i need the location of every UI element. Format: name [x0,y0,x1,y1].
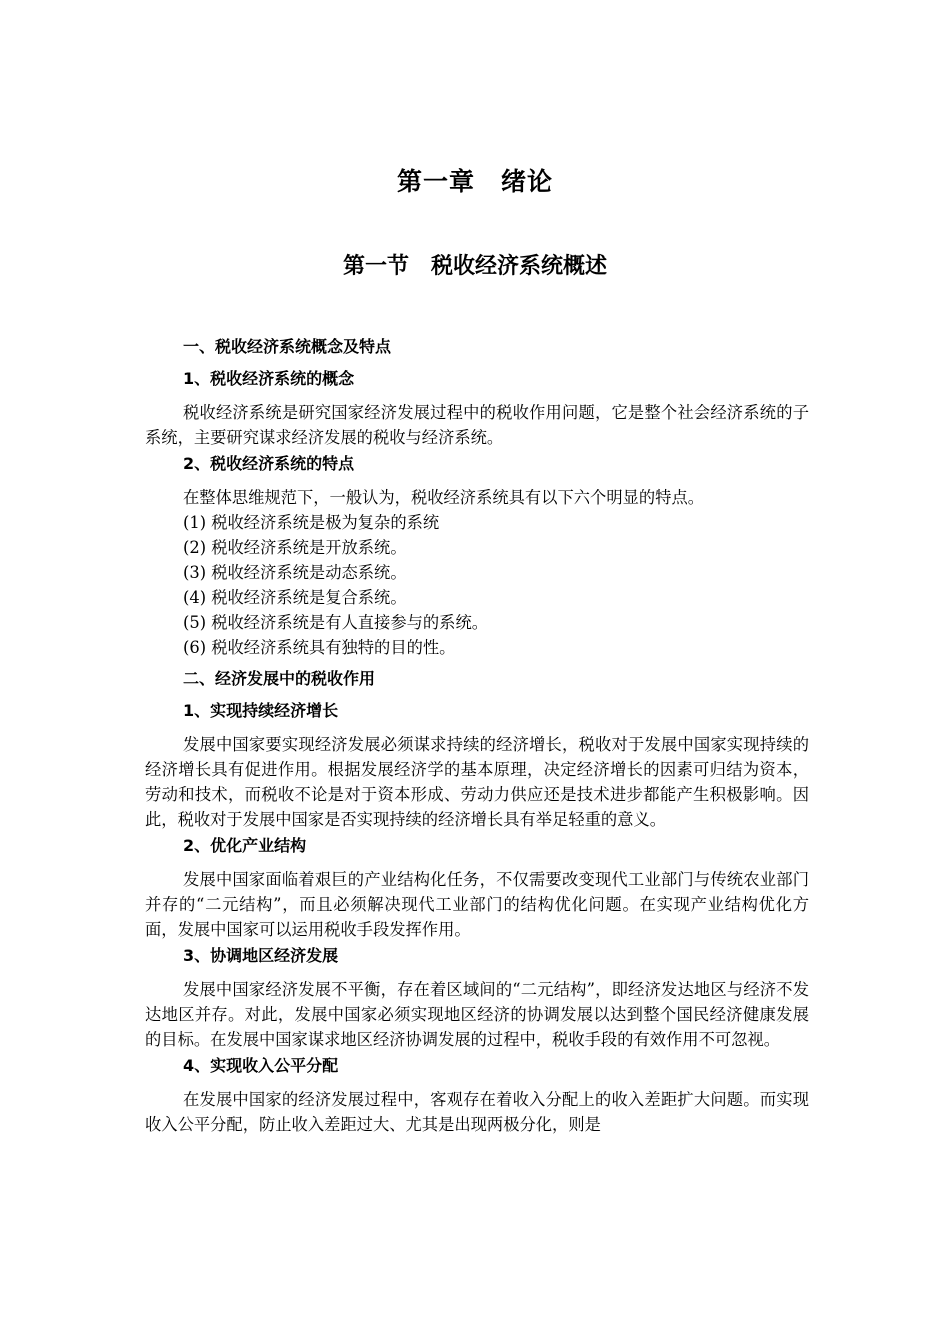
feature-list [145,485,809,660]
subsection-heading: 1、税收经济系统的概念 [183,369,355,388]
list-item: (5) 税收经济系统是有人直接参与的系统。 [183,613,489,632]
list-item: (3) 税收经济系统是动态系统。 [183,563,407,582]
subsection-heading: 2、税收经济系统的特点 [183,454,355,473]
body-paragraph: 税收经济系统是研究国家经济发展过程中的税收作用问题，它是整个社会经济系统的子系统，主要研究谋求经济发展的税收与经济系统。 [145,403,809,447]
subsection-heading: 1、实现持续经济增长 [183,701,339,720]
body-paragraph: 发展中国家要实现经济发展必须谋求持续的经济增长，税收对于发展中国家实现持续的经济增长具有促进作用。根据发展经济学的基本原理，决定经济增长的因素可归结为资本，劳动和技术，而税收不论是对于资本形成、劳动力供应还是技术进步都能产生积极影响。因此，税收对于发展中国家是否实现持续的经济增长具有举足轻重的意义。 [145,735,809,829]
body-paragraph: 发展中国家面临着艰巨的产业结构化任务，不仅需要改变现代工业部门与传统农业部门并存的“二元结构”，而且必须解决现代工业部门的结构优化问题。在实现产业结构优化方面，发展中国家可以运用税收手段发挥作用。 [145,870,809,939]
part-heading: 二、经济发展中的税收作用 [183,669,376,688]
subsection-heading: 4、实现收入公平分配 [183,1056,339,1075]
list-intro: 在整体思维规范下，一般认为，税收经济系统具有以下六个明显的特点。 [183,488,705,507]
document-body [145,336,809,1140]
chapter-title: 第一章 绪论 [396,167,553,196]
list-item: (4) 税收经济系统是复合系统。 [183,588,407,607]
list-item: (2) 税收经济系统是开放系统。 [183,538,407,557]
list-item: (1) 税收经济系统是极为复杂的系统 [183,513,440,532]
subsection-heading: 2、优化产业结构 [183,836,307,855]
subsection-heading: 3、协调地区经济发展 [183,946,339,965]
body-paragraph: 在发展中国家的经济发展过程中，客观存在着收入分配上的收入差距扩大问题。而实现收入公平分配，防止收入差距过大、尤其是出现两极分化，则是 [145,1090,809,1134]
list-item: (6) 税收经济系统具有独特的目的性。 [183,638,456,657]
section-title: 第一节 税收经济系统概述 [342,254,607,279]
part-heading: 一、税收经济系统概念及特点 [183,337,392,356]
body-paragraph: 发展中国家经济发展不平衡，存在着区域间的“二元结构”，即经济发达地区与经济不发达地区并存。对此，发展中国家必须实现地区经济的协调发展以达到整个国民经济健康发展的目标。在发展中国家谋求地区经济协调发展的过程中，税收手段的有效作用不可忽视。 [145,980,809,1049]
